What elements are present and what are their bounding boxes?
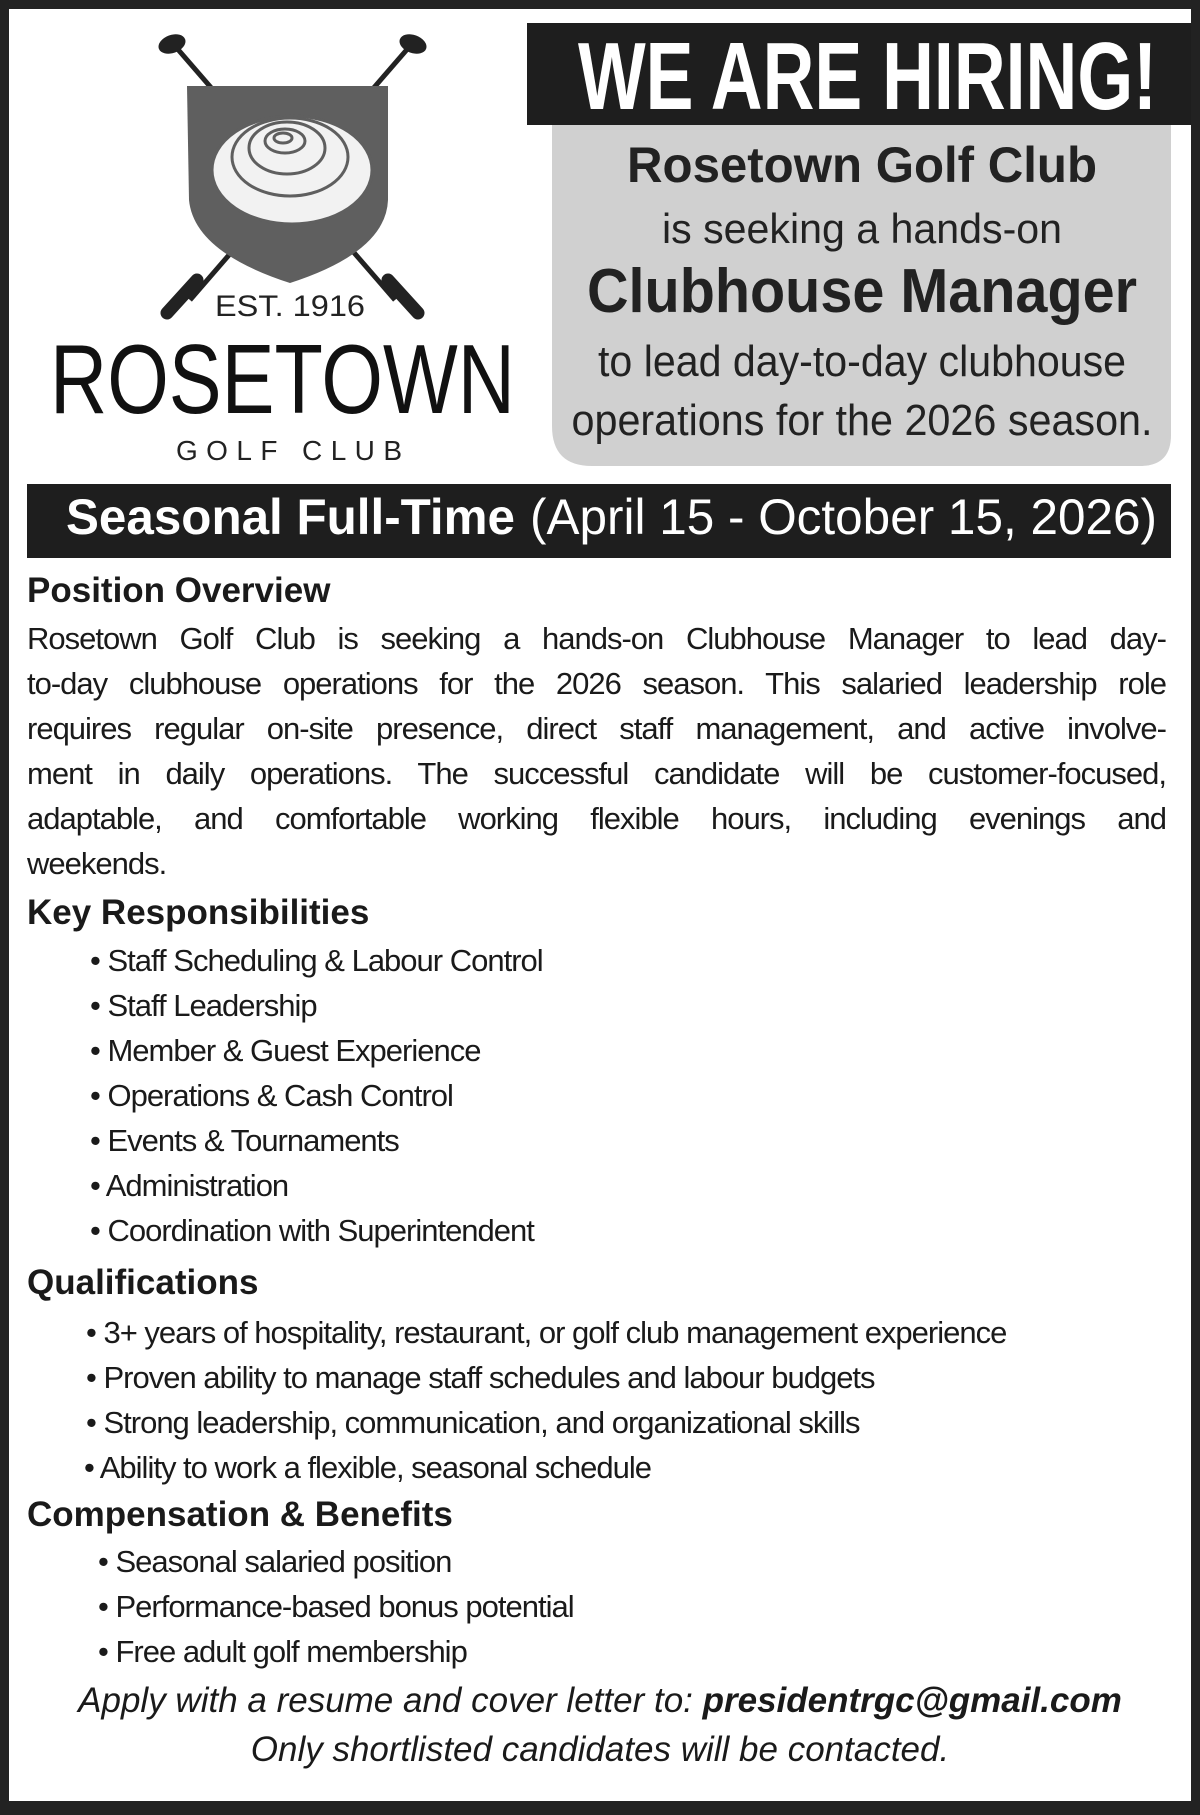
shortlist-note: Only shortlisted candidates will be contacted. (250, 1730, 950, 1769)
responsibility-item: • Administration (90, 1168, 289, 1203)
responsibility-item: • Member & Guest Experience (90, 1033, 481, 1068)
apply-email-link[interactable]: presidentrgc@gmail.com (702, 1681, 1122, 1720)
rose-icon (212, 116, 372, 224)
apply-line (0, 1677, 1200, 1725)
term-dates: (April 15 - October 15, 2026) (530, 489, 1157, 545)
header-line-3: operations for the 2026 season. (571, 396, 1153, 445)
qualification-item: • 3+ years of hospitality, restaurant, or golf club management experience (86, 1315, 1007, 1350)
compensation-heading: Compensation & Benefits (27, 1495, 453, 1534)
responsibility-item: • Coordination with Superintendent (90, 1213, 534, 1248)
overview-line: requires regular on-site presence, direct staff management, and active involve- (27, 711, 1166, 746)
benefit-item: • Performance-based bonus potential (98, 1589, 574, 1624)
logo-subtitle: GOLF CLUB (176, 435, 402, 466)
club-logo (0, 0, 530, 470)
qualification-item: • Ability to work a flexible, seasonal schedule (84, 1450, 651, 1485)
responsibility-item: • Staff Scheduling & Labour Control (90, 943, 543, 978)
responsibility-item: • Staff Leadership (90, 988, 317, 1023)
benefit-item: • Seasonal salaried position (98, 1544, 452, 1579)
term-bar (27, 484, 1171, 558)
header-line-1: is seeking a hands-on (662, 205, 1062, 252)
overview-line: weekends. (27, 846, 167, 881)
responsibilities-heading: Key Responsibilities (27, 893, 370, 932)
overview-line: Rosetown Golf Club is seeking a hands-on Clubhouse Manager to lead day- (27, 621, 1166, 656)
role-title: Clubhouse Manager (587, 257, 1137, 326)
responsibility-item: • Events & Tournaments (90, 1123, 399, 1158)
overview-line: ment in daily operations. The successful candidate will be customer-focused, (27, 756, 1166, 791)
overview-line: to-day clubhouse operations for the 2026 season. This salaried leadership role (27, 666, 1166, 701)
header-line-2: to lead day-to-day clubhouse (598, 337, 1126, 386)
hiring-banner-text: WE ARE HIRING! (578, 23, 1157, 130)
qualifications-heading: Qualifications (27, 1263, 259, 1302)
qualification-item: • Proven ability to manage staff schedules and labour budgets (86, 1360, 875, 1395)
hiring-header (520, 15, 1200, 475)
club-name: Rosetown Golf Club (627, 137, 1097, 193)
qualification-item: • Strong leadership, communication, and organizational skills (86, 1405, 860, 1440)
overview-heading: Position Overview (27, 571, 331, 610)
term-type: Seasonal Full-Time (66, 489, 515, 545)
benefit-item: • Free adult golf membership (98, 1634, 467, 1669)
responsibility-item: • Operations & Cash Control (90, 1078, 453, 1113)
logo-name: ROSETOWN (50, 324, 515, 434)
overview-line: adaptable, and comfortable working flexible hours, including evenings and (27, 801, 1166, 836)
apply-text: Apply with a resume and cover letter to: (78, 1681, 703, 1720)
logo-established: EST. 1916 (215, 290, 365, 323)
